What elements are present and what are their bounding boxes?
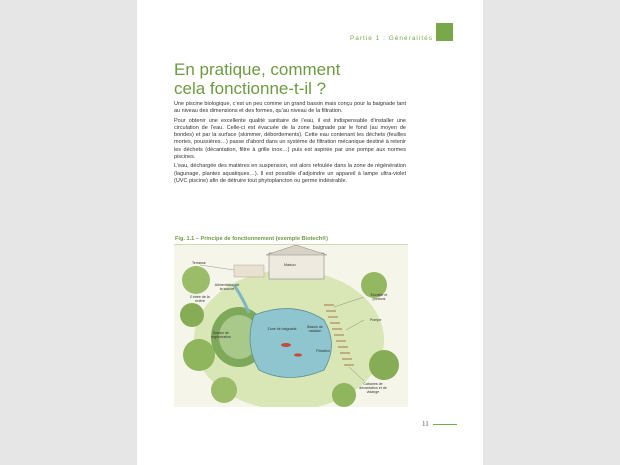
label-entree: Entrée de la rivière bbox=[190, 295, 210, 303]
pool-illustration bbox=[174, 244, 408, 407]
label-bassin-natation: Bassin de natation bbox=[307, 325, 323, 333]
page-number: 11 bbox=[422, 420, 429, 428]
label-decantation: Cabanes de décantation et de vidange bbox=[359, 382, 387, 394]
label-filtration: Filtration bbox=[316, 349, 330, 353]
part-color-block bbox=[436, 23, 453, 41]
paragraph: Pour obtenir une excellente qualité sanitaire de l’eau, il est indispensable d’installer une circulation de l’eau. Celle-ci est évacuée de la zone baignade par le fond (au moyen de bondes) et par la surface (skimmer, débordements). Cette eau contenant les déchets (feuilles mortes, poussières…) passe d’abord dans un système de filtration mécanique destiné à retenir les déchets (décantation, filtre à grille inox…) puis est aspirée par une pompe aux normes piscines. bbox=[174, 117, 406, 161]
title-line-2: cela fonctionne-t-il ? bbox=[174, 79, 327, 98]
label-bassin-regeneration: Bassin de régénération bbox=[210, 331, 232, 339]
document-page bbox=[137, 0, 483, 465]
title-line-1: En pratique, comment bbox=[174, 60, 341, 79]
body-text bbox=[174, 101, 406, 187]
paragraph: L’eau, déchargée des matières en suspension, est alors refoulée dans la zone de régénération (lagunage, plantes aquatiques…). Il est possible d’adjoindre un appareil à lampe ultra-violet (UVC piscine) afin de détruire tout phytoplancton ou germe indésirable. bbox=[174, 163, 406, 184]
figure-caption: Fig. 1.1 – Principe de fonctionnement (exemple Biotech®) bbox=[175, 236, 329, 242]
page-number-rule bbox=[433, 424, 457, 425]
label-zone-baignade: Zone de baignade bbox=[267, 327, 297, 331]
paragraph: Une piscine biologique, c’est un peu comme un grand bassin mais conçu pour la baignade tant au niveau des dimensions et des formes, qu’au niveau de la filtration. bbox=[174, 101, 406, 115]
label-terrasse: Terrasse bbox=[192, 261, 206, 265]
label-maison: Maison bbox=[284, 263, 296, 267]
label-escalier: Escalier et pontons bbox=[370, 293, 388, 301]
page-title bbox=[174, 60, 434, 98]
part-header: Partie 1 : Généralités bbox=[349, 35, 433, 42]
label-pompe: Pompe bbox=[370, 318, 382, 322]
label-alimentation: Alimentation de la source bbox=[214, 283, 240, 291]
